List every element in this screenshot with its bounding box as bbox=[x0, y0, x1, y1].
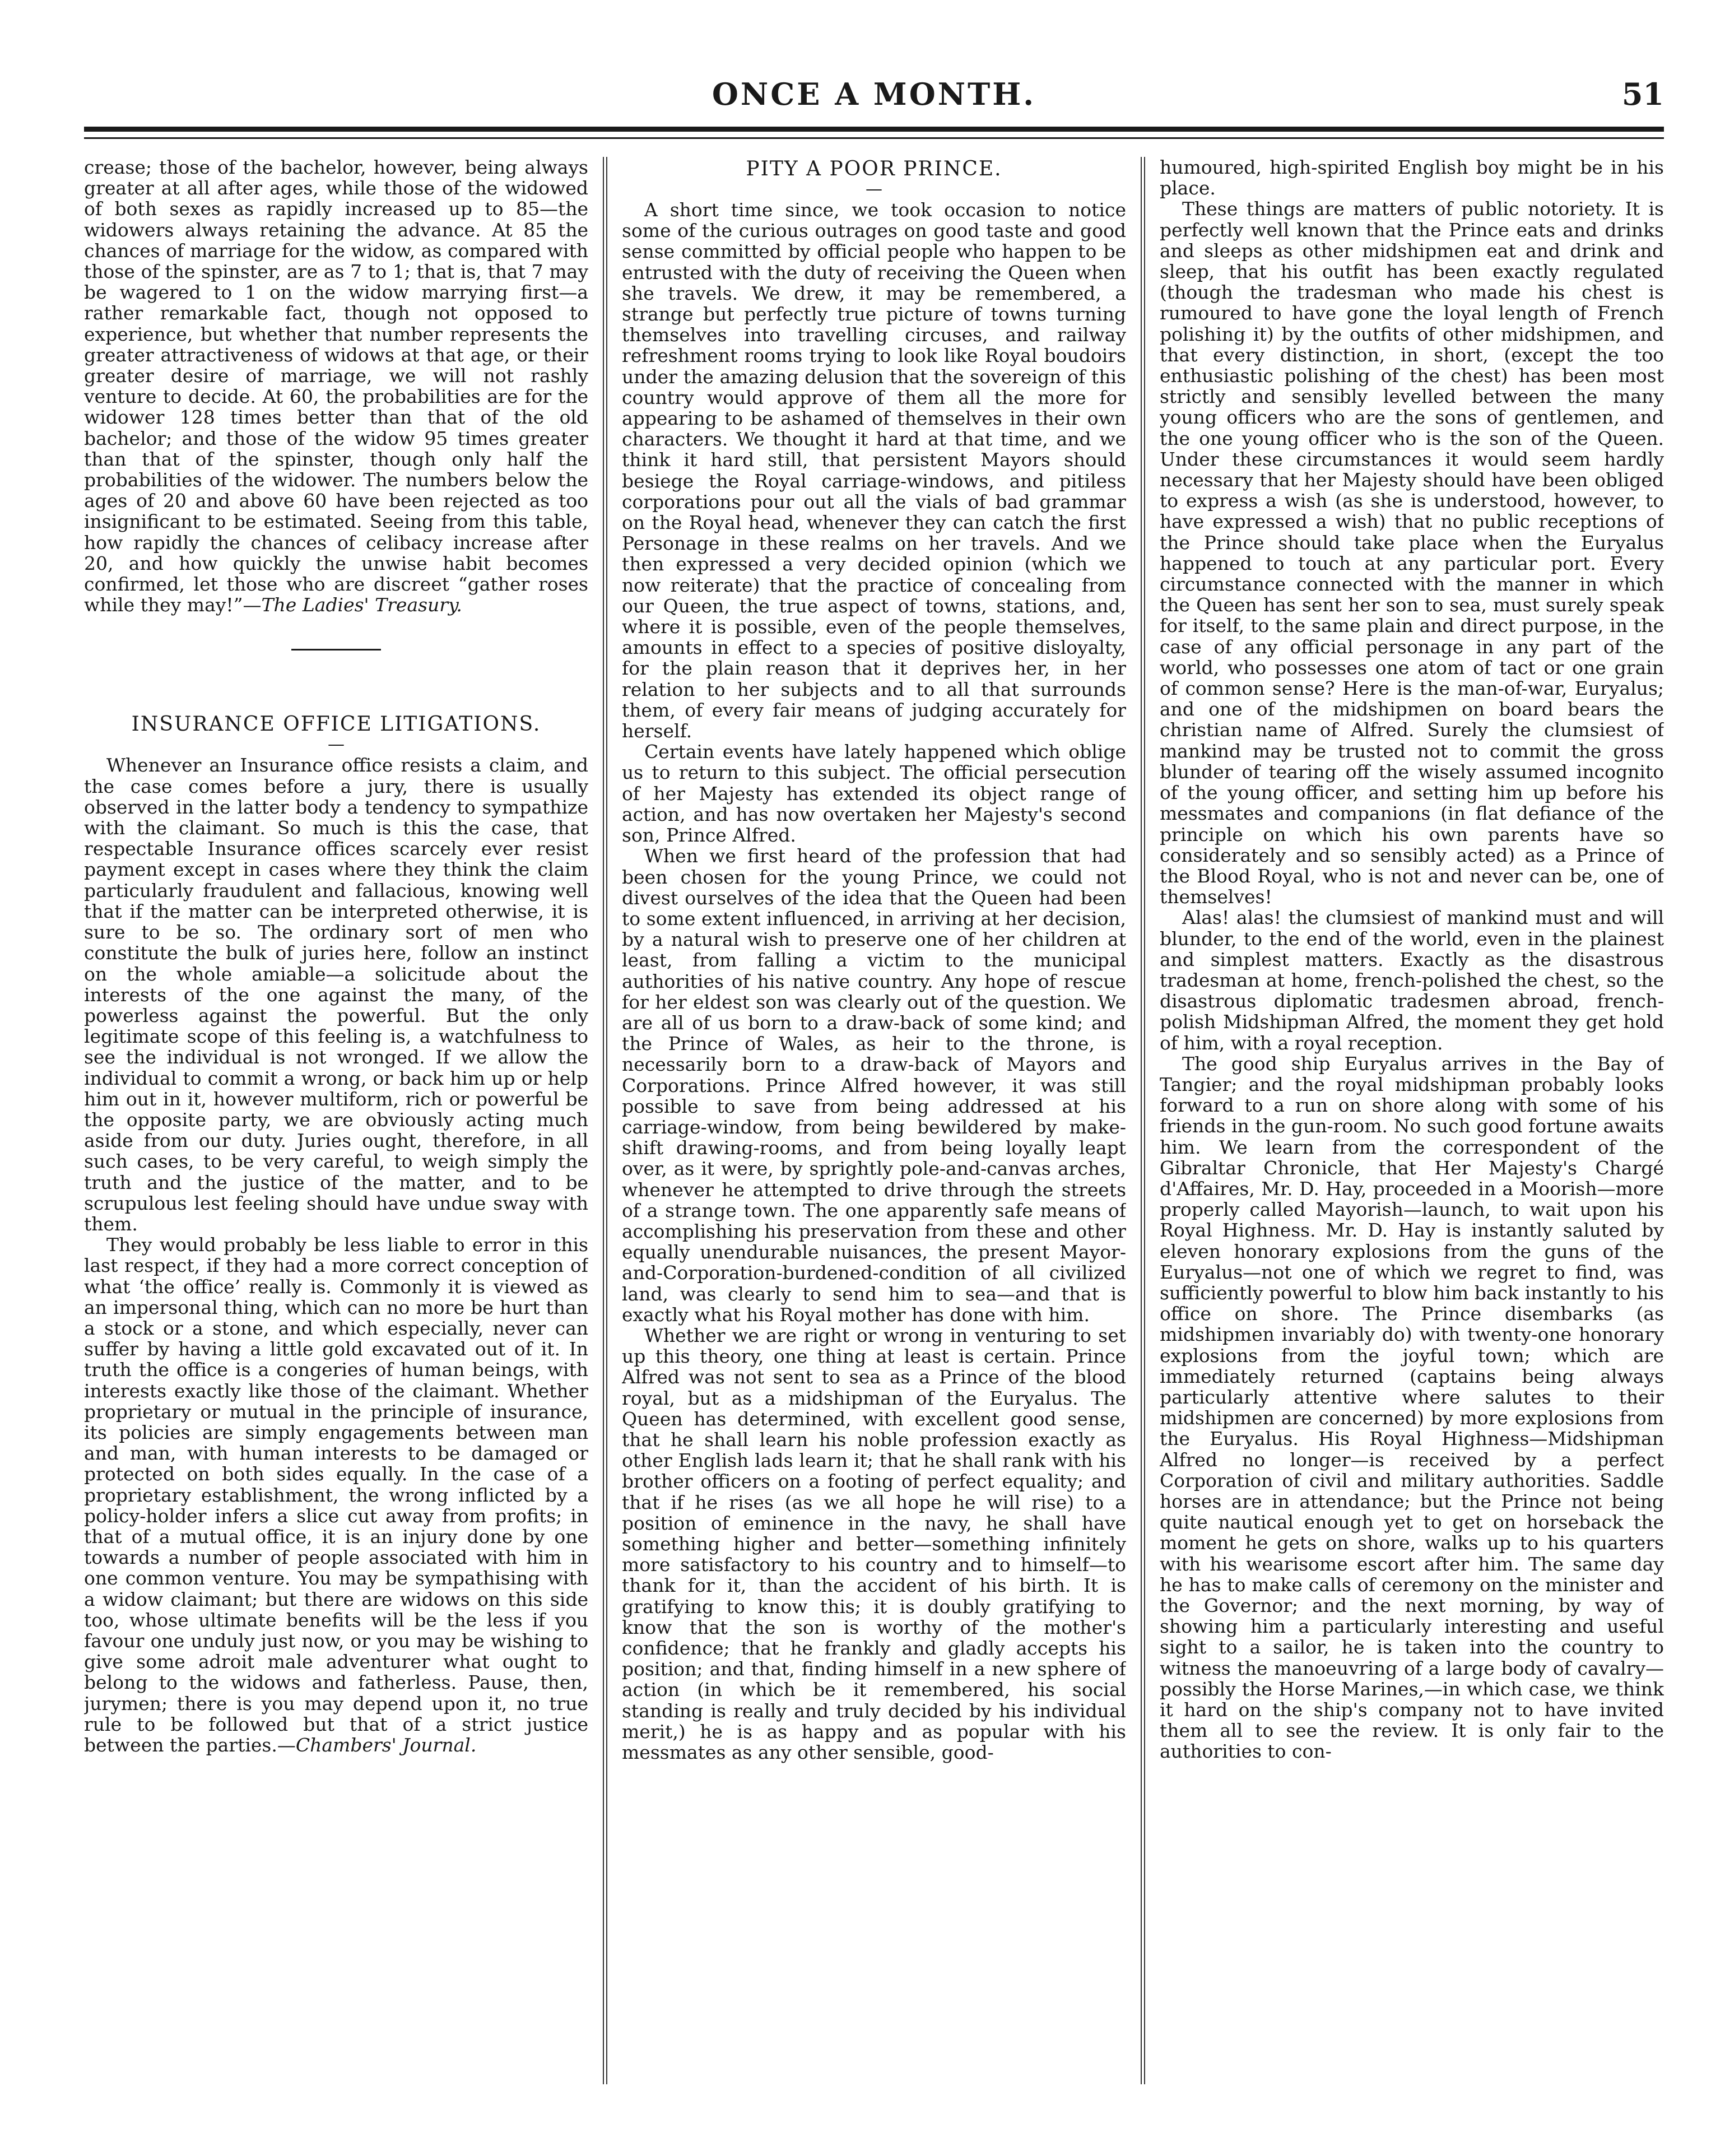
column-rule bbox=[1141, 157, 1145, 2084]
paragraph: Whenever an Insurance office resists a claim, and the case comes before a jury, there is usually observed in the latter body a tendency to sympathize with the claimant. So much is this the case, that respectable Insurance offices scarcely ever resist payment except in cases where they think the claim particularly fraudulent and fallacious, knowing well that if the matter can be interpreted otherwise, it is sure to be so. The ordinary sort of men who constitute the bulk of juries here, follow an instinct on the whole amiable—a solicitude about the interests of the one against the many, of the powerless against the powerful. But the only legitimate scope of this feeling is, a watchfulness to see the individual is not wronged. If we allow the individual to commit a wrong, or back him up or help him out in it, however multiform, rich or powerful be the opposite party, we are obviously acting much aside from our duty. Juries ought, therefore, in all such cases, to be very careful, to weigh simply the truth and the justice of the matter, and to be scrupulous lest feeling should have undue sway with them. bbox=[84, 754, 588, 1235]
paragraph-text: They would probably be less liable to error in this last respect, if they had a more correct conception of what ‘the office’ really is. Commonly it is viewed as an impersonal thing, which can no more be hurt than a stock or a stone, and which especially, never can suffer by having a little gold excavated out of it. In truth the office is a congeries of human beings, with interests exactly like those of the claimant. Whether proprietary or mutual in the principle of insurance, its policies are simply engagements between man and man, with human interests to be damaged or protected on both sides equally. In the case of a proprietary establishment, the wrong inflicted by a policy-holder infers a slice cut away from profits; in that of a mutual office, it is an injury done by one towards a number of people associated with him in one common venture. You may be sympathising with a widow claimant; but there are widows on this side too, whose ultimate benefits will be the less if you favour one unduly just now, or you may be wishing to give some adroit male adventurer what ought to belong to the widows and fatherless. Pause, then, jurymen; there is you may depend upon it, no true rule to be followed but that of a strict justice between the parties.— bbox=[84, 1234, 588, 1757]
journal-title: ONCE A MONTH. bbox=[712, 76, 1036, 112]
paragraph: Whether we are right or wrong in venturing to set up this theory, one thing at least is certain. Prince Alfred was not sent to sea as a Prince of the blood royal, but as a midshipman of the Euryalus. The Queen has determined, with excellent good sense, that he shall learn his noble profession exactly as other English lads learn it; that he shall rank with his brother officers on a footing of perfect equality; and that if he rises (as we all hope he will rise) to a position of eminence in the navy, he shall have something higher and better—something infinitely more satisfactory to his country and to himself—to thank for it, than the accident of his birth. It is gratifying to know this; it is doubly gratifying to know that the son is worthy of the mother's confidence; that he frankly and gladly accepts his position; and that, finding himself in a new sphere of action (in which be it remembered, his social standing is really and truly decided by his individual merit,) he is as happy and as popular with his messmates as any other sensible, good- bbox=[622, 1324, 1126, 1764]
article-title-insurance: INSURANCE OFFICE LITIGATIONS. bbox=[131, 713, 541, 736]
title-dash: — bbox=[328, 735, 345, 755]
continued-text: crease; those of the bachelor, however, being always greater at all after ages, while those of the widowed of both sexes as rapidly increased up to 85—the widowers always retaining the advance. At 85 the chances of marriage for the widow, as compared with those of the spinster, are as 7 to 1; that is, that 7 may be wagered to 1 on the widow marrying first—a rather remarkable fact, though not opposed to experience, but whether that number represents the greater attractiveness of widows at that age, or their greater desire of marriage, we will not rashly venture to decide. At 60, the probabilities are for the widower 128 times better than that of the old bachelor; and those of the widow 95 times greater than that of the spinster, though only half the probabilities of the widower. The numbers below the ages of 20 and above 60 have been rejected as too insignificant to be estimated. Seeing from this table, how rapidly the chances of celibacy increase after 20, and how quickly the unwise habit becomes confirmed, let those who are discreet “gather roses while they may!”— bbox=[84, 157, 588, 616]
page-number: 51 bbox=[1621, 76, 1664, 112]
paragraph: A short time since, we took occasion to notice some of the curious outrages on good taste and good sense committed by official people who happen to be entrusted with the duty of receiving the Queen when she travels. We drew, it may be remembered, a strange but perfectly true picture of towns turning themselves into travelling circuses, and railway refreshment rooms trying to look like Royal boudoirs under the amazing delusion that the sovereign of this country would approve of them all the more for appearing to be ashamed of themselves in their own characters. We thought it hard at that time, and we think it hard still, that persistent Mayors should besiege the Royal carriage-windows, and pitiless corporations pour out all the vials of bad grammar on the Royal head, whenever they can catch the first Personage in these realms on her travels. And we then expressed a very decided opinion (which we now reiterate) that the practice of concealing from our Queen, the true aspect of towns, stations, and, where it is possible, even of the people themselves, amounts in effect to a species of positive disloyalty, for the plain reason that it deprives her, in her relation to her subjects and to all that surrounds them, of every fair means of judging accurately for herself. bbox=[622, 199, 1126, 742]
section-divider bbox=[291, 649, 381, 650]
page bbox=[84, 73, 1664, 2090]
column-3 bbox=[1160, 157, 1664, 2084]
paragraph: These things are matters of public notoriety. It is perfectly well known that the Prince eats and drinks and sleeps as other midshipmen eat and drink and sleep, that his outfit has been exactly regulated (though the tradesman who made his chest is rumoured to have gone the loyal length of French polishing it) by the outfits of other midshipmen, and that every distinction, in short, (except the too enthusiastic polishing of the chest) has been most strictly and sensibly levelled between the many young officers who are the sons of gentlemen, and the one young officer who is the son of the Queen. Under these circumstances it would seem hardly necessary that her Majesty should have been obliged to express a wish (as she is understood, however, to have expressed a wish) that no public receptions of the Prince should take place when the Euryalus happened to touch at any particular port. Every circumstance connected with the manner in which the Queen has sent her son to sea, must surely speak for itself, to the same plain and direct purpose, in the case of any official personage in any part of the world, who possesses one atom of tact or one grain of common sense? Here is the man-of-war, Euryalus; and one of the midshipmen on board bears the christian name of Alfred. Surely the clumsiest of mankind may be trusted not to commit the gross blunder of tearing off the wisely assumed incognito of the young officer, and setting him up before his messmates and companions (in flat defiance of the principle on which his own parents have so considerately and so sensibly acted) as a Prince of the Blood Royal, who is not and never can be, one of themselves! bbox=[1160, 198, 1664, 908]
title-dash: — bbox=[866, 179, 882, 199]
paragraph bbox=[84, 1234, 588, 1755]
paragraph: Alas! alas! the clumsiest of mankind must and will blunder, to the end of the world, even in the plainest and simplest matters. Exactly as the disastrous tradesman at home, french-polished the chest, so the disastrous diplomatic tradesmen abroad, french-polish Midshipman Alfred, the moment they get hold of him, with a royal reception. bbox=[1160, 907, 1664, 1054]
running-head bbox=[84, 73, 1664, 118]
paragraph: Certain events have lately happened which oblige us to return to this subject. The official persecution of her Majesty has extended its object range of action, and has now overtaken her Majesty's second son, Prince Alfred. bbox=[622, 741, 1126, 847]
column-rule bbox=[603, 157, 607, 2084]
header-double-rule bbox=[84, 127, 1664, 139]
column-1 bbox=[84, 157, 588, 2084]
text-columns bbox=[84, 157, 1664, 2084]
source-attribution: The Ladies' Treasury. bbox=[261, 594, 462, 616]
source-attribution: Chambers' Journal. bbox=[295, 1734, 477, 1757]
paragraph: The good ship Euryalus arrives in the Bay of Tangier; and the royal midshipman probably looks forward to a run on shore along with some of his friends in the gun-room. No such good fortune awaits him. We learn from the correspondent of the Gibraltar Chronicle, that Her Majesty's Chargé d'Affaires, Mr. D. Hay, proceeded in a Moorish—more properly called Mayorish—launch, to wait upon his Royal Highness. Mr. D. Hay is instantly saluted by eleven honorary explosions from the guns of the Euryalus—not one of which we regret to find, was sufficiently powerful to blow him back instantly to his office on shore. The Prince disembarks (as midshipmen invariably do) with twenty-one honorary explosions from the joyful town; which are immediately returned (captains being always particularly attentive where salutes to their midshipmen are concerned) by more explosions from the Euryalus. His Royal Highness—Midshipman Alfred no longer—is received by a perfect Corporation of civil and military authorities. Saddle horses are in attendance; but the Prince not being quite nautical enough yet to get on horseback the moment he gets on shore, walks up to his quarters with his wearisome escort after him. The same day he has to make calls of ceremony on the minister and the Governor; and the next morning, by way of showing him a particularly interesting and useful sight to a sailor, he is taken into the country to witness the manoeuvring of a large body of cavalry—possibly the Horse Marines,—in which case, we think it hard on the ship's company not to have invited them all to see the review. It is only fair to the authorities to con- bbox=[1160, 1052, 1664, 1763]
continued-paragraph bbox=[84, 157, 588, 615]
continued-paragraph: humoured, high-spirited English boy might be in his place. bbox=[1160, 157, 1664, 199]
article-title-prince: PITY A POOR PRINCE. bbox=[746, 157, 1002, 180]
paragraph: When we first heard of the profession that had been chosen for the young Prince, we could not divest ourselves of the idea that the Queen had been to some extent influenced, in arriving at her decision, by a natural wish to preserve one of her children at least, from falling a victim to the municipal authorities of his native country. Any hope of rescue for her eldest son was clearly out of the question. We are all of us born to a draw-back of some kind; and the Prince of Wales, as heir to the throne, is necessarily born to a draw-back of Mayors and Corporations. Prince Alfred however, it was still possible to save from being addressed at his carriage-window, from being bewildered by make-shift drawing-rooms, and from being loyally leapt over, as it were, by sprightly pole-and-canvas arches, whenever he attempted to drive through the streets of a strange town. The one apparently safe means of accomplishing his preservation from these and other equally unendurable nuisances, the present Mayor-and-Corporation-burdened-condition of all civilized land, was clearly to send him to sea—and that is exactly what his Royal mother has done with him. bbox=[622, 845, 1126, 1326]
column-2 bbox=[622, 157, 1126, 2084]
